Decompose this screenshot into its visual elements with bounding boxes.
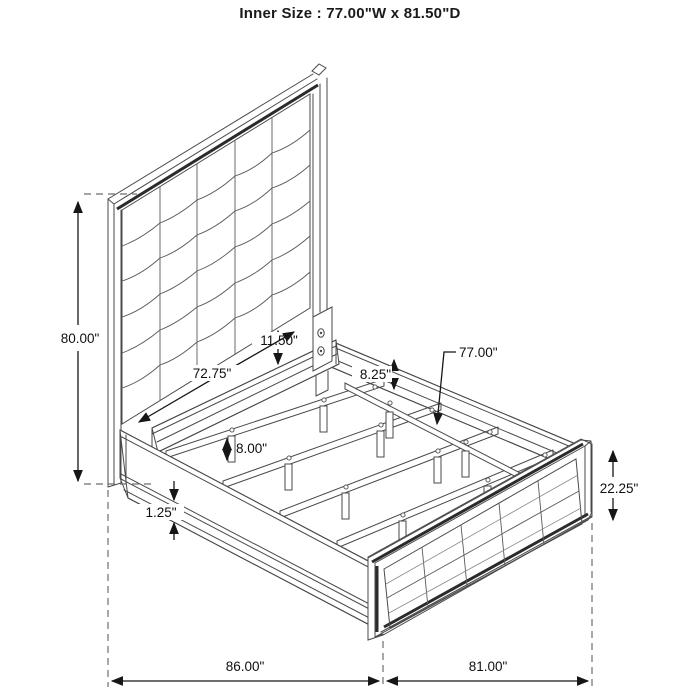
dim-headboard-height: 80.00" — [60, 331, 100, 346]
dim-footboard-height: 22.25" — [599, 481, 639, 496]
dim-rail-height: 8.25" — [359, 367, 391, 382]
dim-leg-height: 8.00" — [236, 441, 268, 456]
rail-mounting-bracket — [313, 307, 332, 371]
footboard — [368, 439, 592, 640]
dim-overall-length: 86.00" — [225, 659, 265, 674]
dim-slat-length: 77.00" — [459, 345, 498, 360]
dim-inner-width: 72.75" — [192, 366, 232, 381]
head-crossbar — [152, 340, 339, 452]
dim-panel-gap: 11.50" — [260, 333, 298, 348]
near-side-rail — [120, 430, 381, 631]
dim-rail-lip: 1.25" — [145, 505, 177, 520]
diagram-title: Inner Size : 77.00"W x 81.50"D — [239, 5, 461, 22]
headboard — [108, 64, 328, 487]
dim-overall-width: 81.00" — [468, 659, 508, 674]
